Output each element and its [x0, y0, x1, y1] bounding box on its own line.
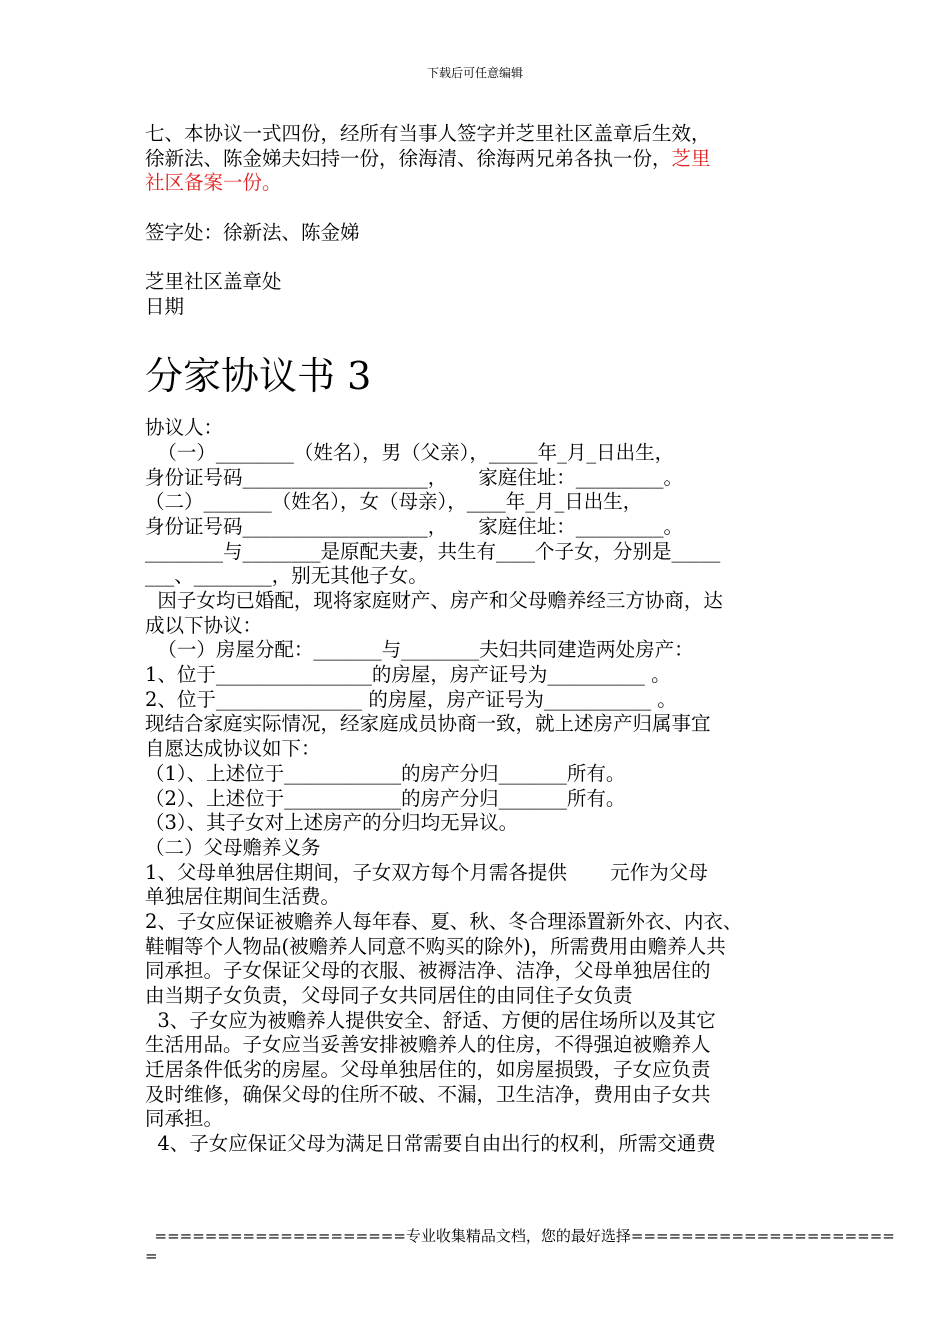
- agreement-line: （3）、其子女对上述房产的分归均无异议。: [145, 811, 519, 835]
- paragraph-text: 徐新法、陈金娣夫妇持一份，徐海清、徐海两兄弟各执一份，: [145, 146, 672, 170]
- agreement-line: 2、位于_______________ 的房屋，房产证号为___________ 。: [145, 687, 677, 711]
- page-footer: [145, 1226, 895, 1266]
- agreement-line: 2、子女应保证被赡养人每年春、夏、秋、冬合理添置新外衣、内衣、: [145, 909, 743, 933]
- agreement-line: 因子女均已婚配，现将家庭财产、房产和父母赡养经三方协商，达: [145, 589, 723, 612]
- agreement-line: 及时维修，确保父母的住所不破、不漏，卫生洁净，费用由子女共: [145, 1082, 711, 1106]
- agreement-line: ___、________，别无其他子女。: [145, 564, 428, 588]
- agreement-line: （一）________（姓名），男（父亲），_____年_月_日出生，: [145, 440, 675, 464]
- agreement-line: （二）父母赡养义务: [145, 835, 321, 859]
- agreement-line: 同承担。: [145, 1107, 224, 1131]
- agreement-line: 1、父母单独居住期间，子女双方每个月需各提供 元作为父母: [145, 860, 708, 884]
- agreement-line: 协议人：: [145, 416, 224, 440]
- highlighted-line: 社区备案一份。: [145, 171, 282, 195]
- agreement-line: 现结合家庭实际情况，经家庭成员协商一致，就上述房产归属事宜: [145, 712, 711, 736]
- footer-line: ====================专业收集精品文档，您的最好选择=====================: [145, 1227, 895, 1245]
- agreement-line: （1）、上述位于____________的房产分归_______所有。: [145, 761, 626, 785]
- agreement-line: 单独居住期间生活费。: [145, 885, 341, 909]
- agreement-line: 身份证号码___________________， 家庭住址：_________。: [145, 465, 683, 489]
- agreement-line: 自愿达成协议如下：: [145, 737, 321, 761]
- highlighted-text: 芝里: [671, 146, 711, 170]
- agreement-line: 由当期子女负责，父母同子女共同居住的由同住子女负责: [145, 984, 633, 1007]
- agreement-line: （二）_______（姓名），女（母亲），____年_月_日出生，: [145, 490, 643, 514]
- agreement-line: 成以下协议：: [145, 613, 263, 637]
- agreement-line: 3、子女应为被赡养人提供安全、舒适、方便的居住场所以及其它: [145, 1008, 716, 1032]
- agreement-line: 迁居条件低劣的房屋。父母单独居住的，如房屋损毁，子女应负责: [145, 1058, 711, 1082]
- agreement-line: （2）、上述位于____________的房产分归_______所有。: [145, 786, 626, 810]
- date-line: 日期: [145, 294, 185, 318]
- document-title: 分家协议书 3: [145, 354, 372, 399]
- agreement-line: 身份证号码___________________， 家庭住址：_________。: [145, 514, 683, 538]
- agreement-body: [145, 416, 825, 1157]
- stamp-line: 芝里社区盖章处: [145, 270, 282, 294]
- paragraph-line: [145, 147, 825, 172]
- paragraph-line: 七、本协议一式四份，经所有当事人签字并芝里社区盖章后生效，: [145, 122, 711, 145]
- agreement-line: 生活用品。子女应当妥善安排被赡养人的住房，不得强迫被赡养人: [145, 1033, 711, 1057]
- agreement-line: 同承担。子女保证父母的衣服、被褥洁净、洁净，父母单独居住的: [145, 959, 711, 983]
- page-header: 下载后可任意编辑: [426, 66, 523, 80]
- agreement-line: 鞋帽等个人物品(被赡养人同意不购买的除外)，所需费用由赡养人共: [145, 934, 726, 958]
- agreement-line: （一）房屋分配：_______与________夫妇共同建造两处房产：: [145, 638, 694, 662]
- agreement-line: 4、子女应保证父母为满足日常需要自由出行的权利，所需交通费: [145, 1132, 716, 1156]
- agreement-line: 1、位于________________的房屋，房产证号为__________ 。: [145, 663, 671, 687]
- document-body: [145, 122, 825, 1157]
- footer-line: =: [145, 1247, 158, 1265]
- agreement-line: ________与________是原配夫妻，共生有____个子女，分别是_____: [145, 539, 721, 563]
- signature-line: 签字处：徐新法、陈金娣: [145, 220, 360, 244]
